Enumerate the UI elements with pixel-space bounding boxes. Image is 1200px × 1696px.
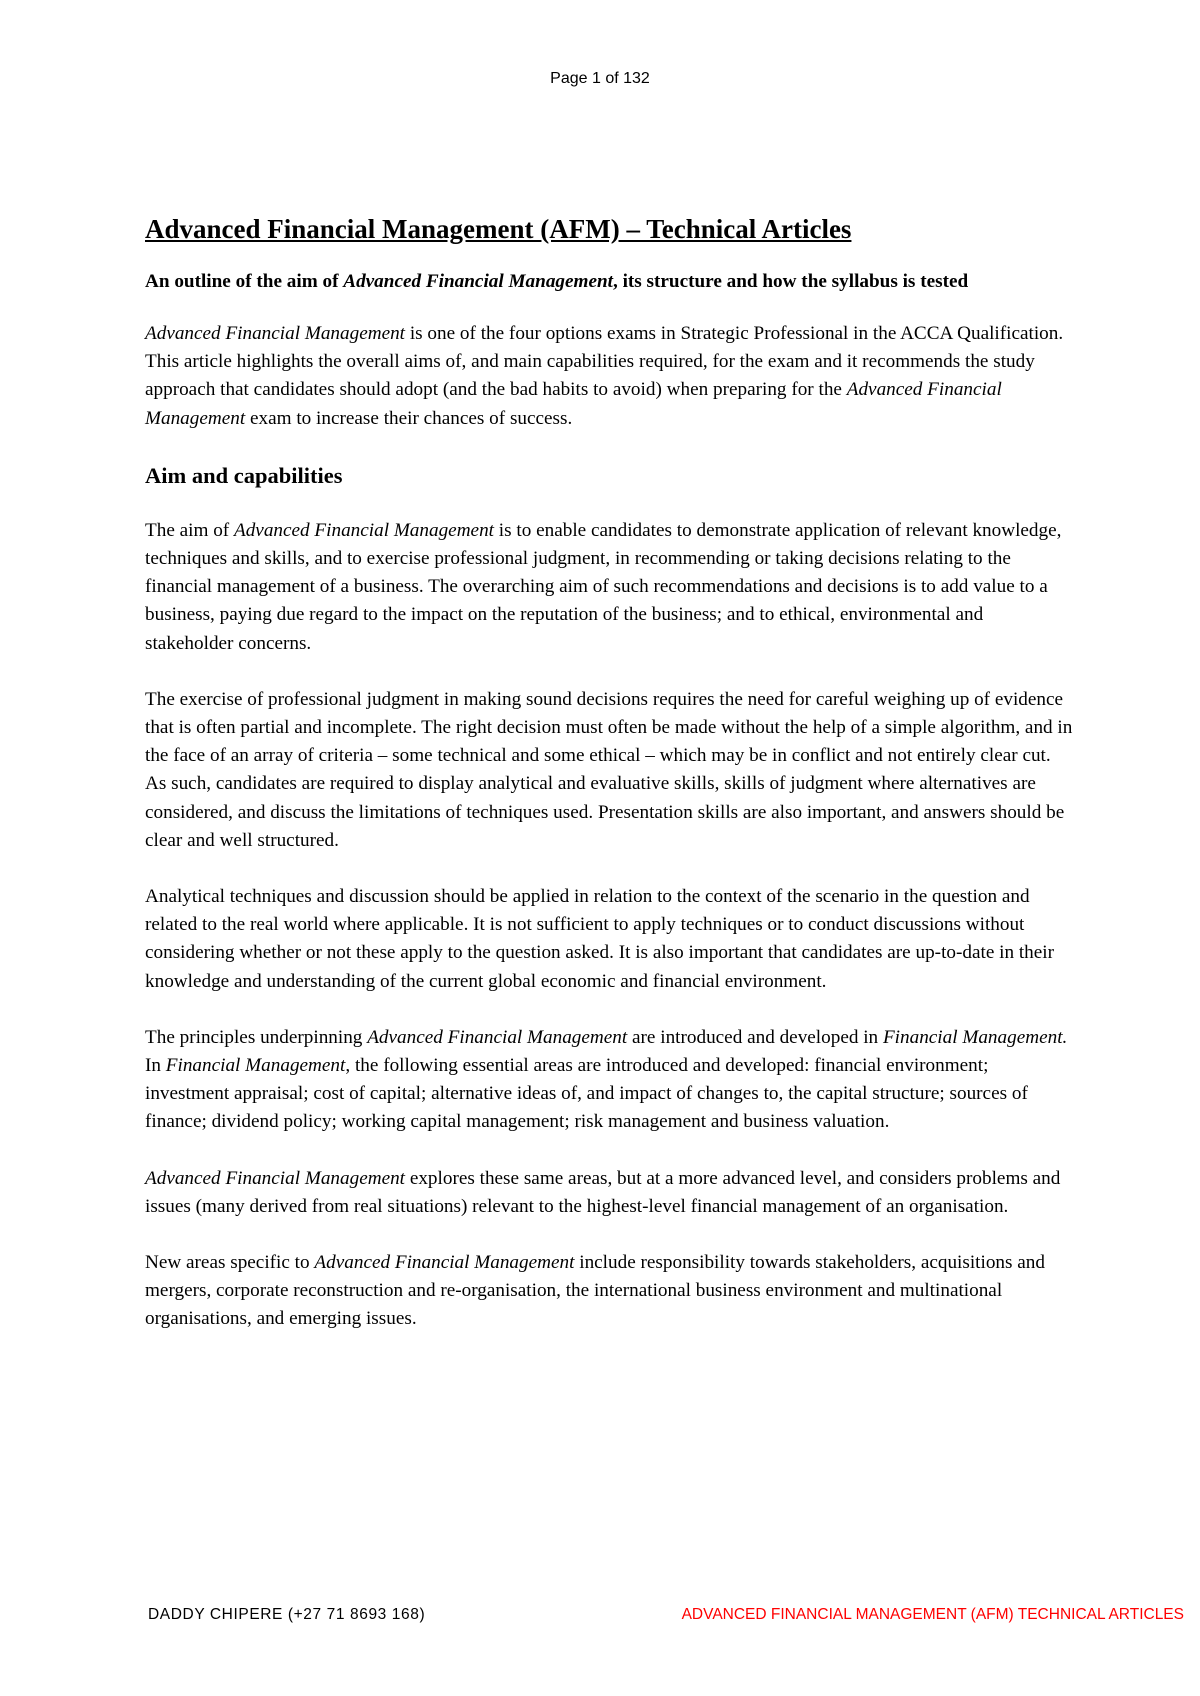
analytical-paragraph: Analytical techniques and discussion should be applied in relation to the context of the scenario in the question and related to the real world where applicable. It is not sufficient to apply techniques or to conduct discussions without considering whether or not these apply to the question asked. It is also important that candidates are up-to-date in their knowledge and understanding of the current global economic and financial environment.: [145, 886, 1055, 992]
advanced-paragraph: Advanced Financial Management explores these same areas, but at a more advanced level, and considers problems and issues (many derived from real situations) relevant to the highest-level financial management of an organisation.: [145, 1167, 1061, 1217]
principles-paragraph: The principles underpinning Advanced Financial Management are introduced and developed in Financial Management. In Financial Management, the following essential areas are introduced and developed: financial environment; investment appraisal; cost of capital; alternative ideas of, and impact of changes to, the capital structure; sources of finance; dividend policy; working capital management; risk management and business valuation.: [145, 1026, 1068, 1133]
section-heading: Aim and capabilities: [145, 462, 343, 488]
page-number: Page 1 of 132: [550, 70, 650, 87]
footer-author: DADDY CHIPERE (+27 71 8693 168): [148, 1606, 426, 1623]
footer-document-title: ADVANCED FINANCIAL MANAGEMENT (AFM) TECHNICAL ARTICLES: [681, 1606, 1184, 1623]
page-title: Advanced Financial Management (AFM) – Technical Articles: [145, 214, 852, 244]
aim-paragraph: The aim of Advanced Financial Management is to enable candidates to demonstrate application of relevant knowledge, techniques and skills, and to exercise professional judgment, in recommending or taking decisions relating to the financial management of a business. The overarching aim of such recommendations and decisions is to add value to a business, paying due regard to the impact on the reputation of the business; and to ethical, environmental and stakeholder concerns.: [145, 519, 1062, 654]
article-subtitle: An outline of the aim of Advanced Financial Management, its structure and how the syllabus is tested: [145, 271, 969, 292]
judgment-paragraph: The exercise of professional judgment in making sound decisions requires the need for careful weighing up of evidence that is often partial and incomplete. The right decision must often be made without the help of a simple algorithm, and in the face of an array of criteria – some technical and some ethical – which may be in conflict and not entirely clear cut. As such, candidates are required to display analytical and evaluative skills, skills of judgment where alternatives are considered, and discuss the limitations of techniques used. Presentation skills are also important, and answers should be clear and well structured.: [145, 688, 1073, 851]
intro-paragraph: Advanced Financial Management is one of the four options exams in Strategic Professional in the ACCA Qualification. This article highlights the overall aims of, and main capabilities required, for the exam and it recommends the study approach that candidates should adopt (and the bad habits to avoid) when preparing for the Advanced Financial Management exam to increase their chances of success.: [145, 323, 1064, 429]
document-body: [145, 212, 1075, 1362]
new-areas-paragraph: New areas specific to Advanced Financial Management include responsibility towards stakeholders, acquisitions and mergers, corporate reconstruction and re-organisation, the international business environment and multinational organisations, and emerging issues.: [145, 1252, 1045, 1330]
